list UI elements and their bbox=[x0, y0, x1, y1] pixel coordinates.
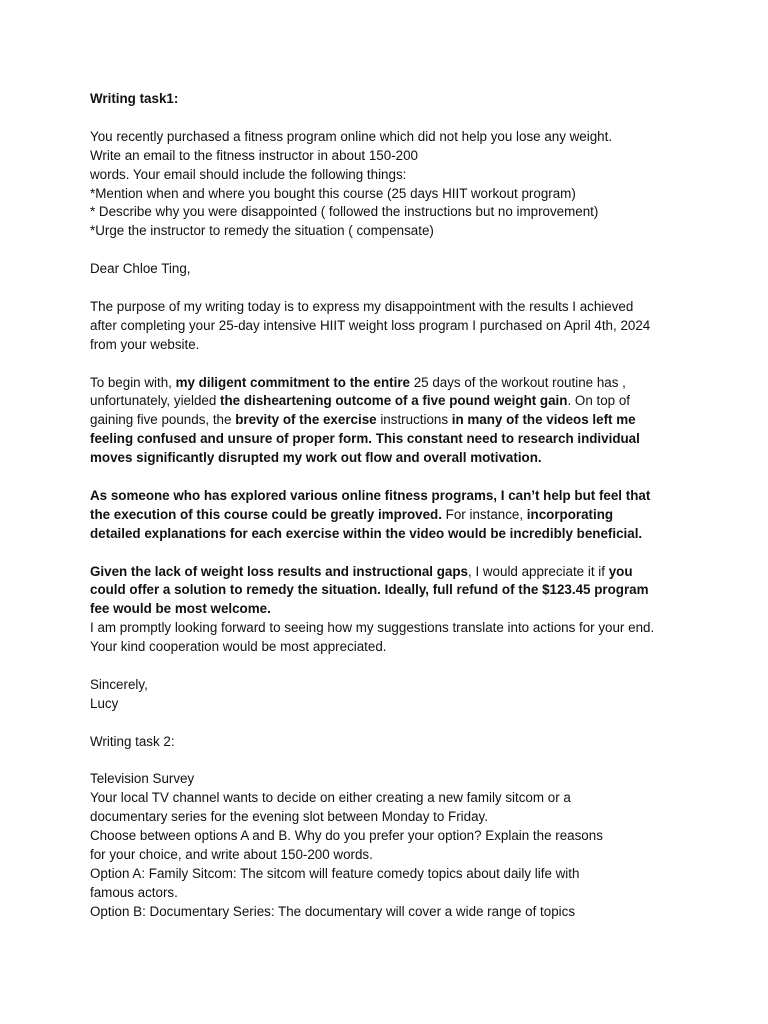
paragraph-line: moves significantly disrupted my work out flow and overall motivation. bbox=[90, 450, 542, 466]
paragraph-line: I am promptly looking forward to seeing how my suggestions translate into actions for your end. bbox=[90, 620, 655, 636]
document-body bbox=[90, 90, 690, 922]
spacer bbox=[90, 657, 690, 676]
paragraph-line: could offer a solution to remedy the situation. Ideally, full refund of the $123.45 program bbox=[90, 582, 649, 598]
paragraph-line: gaining five pounds, the brevity of the exercise instructions in many of the videos left me bbox=[90, 412, 636, 428]
prompt-line: for your choice, and write about 150-200 words. bbox=[90, 847, 373, 863]
prompt-line: Option B: Documentary Series: The documentary will cover a wide range of topics bbox=[90, 903, 576, 919]
prompt-line: Write an email to the fitness instructor in about 150-200 bbox=[90, 147, 418, 163]
letter-paragraph-4 bbox=[90, 563, 690, 658]
paragraph-line: detailed explanations for each exercise within the video would be incredibly beneficial. bbox=[90, 525, 643, 541]
prompt-line: * Describe why you were disappointed ( followed the instructions but no improvement) bbox=[90, 204, 599, 220]
paragraph-line: fee would be most welcome. bbox=[90, 601, 271, 617]
letter-paragraph-2 bbox=[90, 374, 690, 469]
prompt-line: Choose between options A and B. Why do you prefer your option? Explain the reasons bbox=[90, 828, 603, 844]
paragraph-line: The purpose of my writing today is to express my disappointment with the results I achieved bbox=[90, 298, 634, 314]
paragraph-line: unfortunately, yielded the disheartening outcome of a five pound weight gain. On top of bbox=[90, 393, 630, 409]
spacer bbox=[90, 109, 690, 128]
task1-prompt bbox=[90, 128, 690, 241]
paragraph-line: To begin with, my diligent commitment to the entire 25 days of the workout routine has , bbox=[90, 374, 626, 390]
paragraph-line: As someone who has explored various online fitness programs, I can’t help but feel that bbox=[90, 487, 651, 503]
paragraph-line: from your website. bbox=[90, 336, 200, 352]
prompt-line: famous actors. bbox=[90, 884, 178, 900]
letter-paragraph-1 bbox=[90, 298, 690, 355]
spacer bbox=[90, 714, 690, 733]
prompt-line: You recently purchased a fitness program online which did not help you lose any weight. bbox=[90, 128, 613, 144]
spacer bbox=[90, 241, 690, 260]
task2-prompt bbox=[90, 789, 690, 921]
paragraph-line: Your kind cooperation would be most appreciated. bbox=[90, 639, 387, 655]
letter-paragraph-3 bbox=[90, 487, 690, 544]
paragraph-line: the execution of this course could be greatly improved. For instance, incorporating bbox=[90, 506, 614, 522]
paragraph-line: Given the lack of weight loss results and instructional gaps, I would appreciate it if you bbox=[90, 563, 633, 579]
task2-heading: Writing task 2: bbox=[90, 733, 175, 749]
prompt-line: Option A: Family Sitcom: The sitcom will feature comedy topics about daily life with bbox=[90, 866, 580, 882]
spacer bbox=[90, 468, 690, 487]
spacer bbox=[90, 279, 690, 298]
prompt-line: *Urge the instructor to remedy the situation ( compensate) bbox=[90, 223, 434, 239]
letter-closing: Sincerely, bbox=[90, 676, 148, 692]
prompt-line: *Mention when and where you bought this course (25 days HIIT workout program) bbox=[90, 185, 576, 201]
task1-heading: Writing task1: bbox=[90, 91, 179, 106]
letter-signature: Lucy bbox=[90, 695, 119, 711]
paragraph-line: feeling confused and unsure of proper form. This constant need to research individual bbox=[90, 431, 640, 447]
prompt-line: words. Your email should include the following things: bbox=[90, 166, 407, 182]
paragraph-line: after completing your 25-day intensive HIIT weight loss program I purchased on April 4th, 2024 bbox=[90, 317, 651, 333]
spacer bbox=[90, 355, 690, 374]
spacer bbox=[90, 544, 690, 563]
task2-title: Television Survey bbox=[90, 771, 195, 787]
letter-greeting: Dear Chloe Ting, bbox=[90, 261, 191, 277]
prompt-line: Your local TV channel wants to decide on either creating a new family sitcom or a bbox=[90, 790, 571, 806]
prompt-line: documentary series for the evening slot between Monday to Friday. bbox=[90, 809, 488, 825]
spacer bbox=[90, 752, 690, 771]
